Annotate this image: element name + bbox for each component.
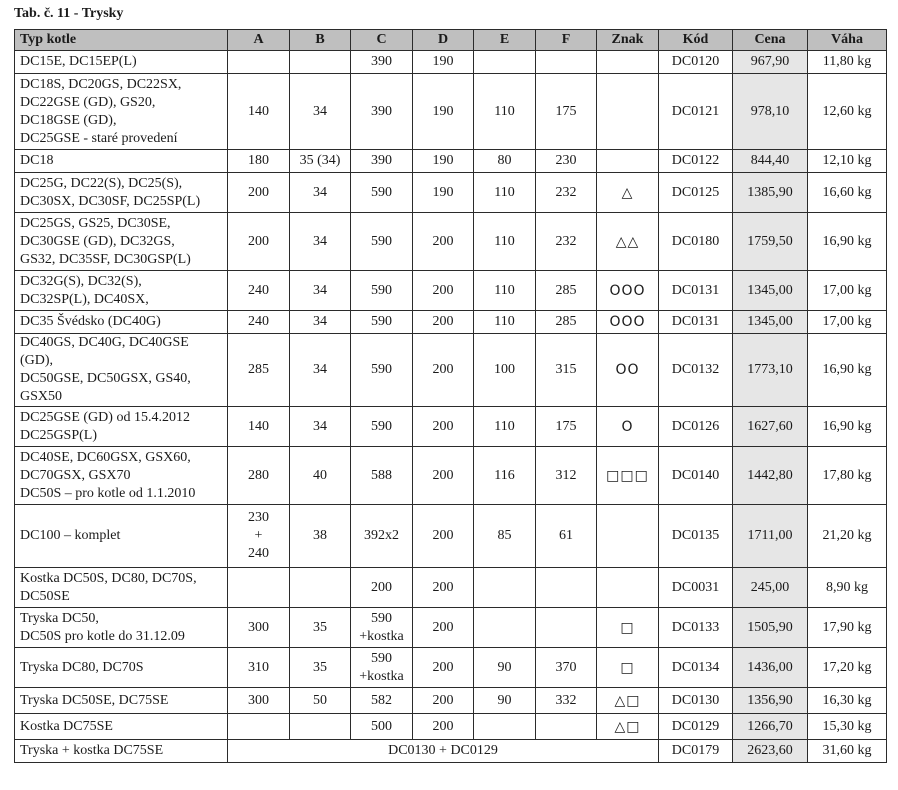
cell-a: 200 xyxy=(228,173,290,213)
cell-d: 190 xyxy=(413,51,474,74)
cell-znak: △△ xyxy=(597,213,659,271)
cell-e: 110 xyxy=(474,311,536,334)
cell-line: GSX50 xyxy=(20,389,63,404)
cell-vaha: 17,00 kg xyxy=(808,311,887,334)
cell-c: 392x2 xyxy=(351,505,413,568)
cell-b: 34 xyxy=(290,213,351,271)
cell-e: 110 xyxy=(474,74,536,150)
cell-line: DC18S, DC20GS, DC22SX, xyxy=(20,76,182,92)
cell-znak: □□□ xyxy=(597,447,659,505)
cell-line: DC70GSX, GSX70 xyxy=(20,467,131,483)
cell-line: + xyxy=(254,528,263,543)
cell-znak: △ xyxy=(597,173,659,213)
cell-vaha: 16,30 kg xyxy=(808,688,887,714)
cell-f: 312 xyxy=(536,447,597,505)
cell-typ-kotle xyxy=(15,688,228,714)
cell-f: 230 xyxy=(536,150,597,173)
cell-d: 200 xyxy=(413,271,474,311)
cell-znak: OO xyxy=(597,334,659,407)
header-d: D xyxy=(413,30,474,51)
cell-cena: 2623,60 xyxy=(733,740,808,763)
cell-znak xyxy=(597,505,659,568)
cell-line: +kostka xyxy=(359,668,404,684)
cell-a: 300 xyxy=(228,608,290,648)
cell-typ-kotle xyxy=(15,213,228,271)
cell-line: DC40SE, DC60GSX, GSX60, xyxy=(20,449,191,465)
cell-e: 110 xyxy=(474,271,536,311)
cell-c: 590 xyxy=(351,173,413,213)
table-row xyxy=(15,51,887,74)
table-row xyxy=(15,608,887,648)
cell-a: 300 xyxy=(228,688,290,714)
cell-vaha: 21,20 kg xyxy=(808,505,887,568)
cell-c: 500 xyxy=(351,714,413,740)
cell-b xyxy=(290,714,351,740)
table-row-combined xyxy=(15,740,887,763)
table-row xyxy=(15,407,887,447)
cell-typ-kotle xyxy=(15,714,228,740)
cell-cena: 1711,00 xyxy=(733,505,808,568)
cell-kod: DC0122 xyxy=(659,150,733,173)
table-row xyxy=(15,334,887,407)
cell-line: DC50SE xyxy=(20,588,70,604)
cell-c: 590 xyxy=(351,213,413,271)
cell-kod: DC0132 xyxy=(659,334,733,407)
cell-cena: 844,40 xyxy=(733,150,808,173)
cell-vaha: 31,60 kg xyxy=(808,740,887,763)
cell-b: 35 xyxy=(290,608,351,648)
cell-line: DC22GSE (GD), GS20, xyxy=(20,94,156,110)
header-kod: Kód xyxy=(659,30,733,51)
cell-typ-kotle xyxy=(15,505,228,568)
cell-a: 240 xyxy=(228,271,290,311)
cell-d: 200 xyxy=(413,568,474,608)
cell-a: 140 xyxy=(228,74,290,150)
cell-cena: 1385,90 xyxy=(733,173,808,213)
cell-cena: 978,10 xyxy=(733,74,808,150)
cell-vaha: 11,80 kg xyxy=(808,51,887,74)
cell-vaha: 17,00 kg xyxy=(808,271,887,311)
cell-e: 90 xyxy=(474,688,536,714)
cell-c: 590 xyxy=(351,271,413,311)
cell-line: DC50S pro kotle do 31.12.09 xyxy=(20,628,185,644)
cell-line: DC100 – komplet xyxy=(20,528,121,543)
cell-e xyxy=(474,608,536,648)
cell-d: 190 xyxy=(413,74,474,150)
cell-b: 34 xyxy=(290,271,351,311)
cell-e: 85 xyxy=(474,505,536,568)
cell-kod: DC0130 xyxy=(659,688,733,714)
cell-f: 175 xyxy=(536,74,597,150)
cell-line: DC35 Švédsko (DC40G) xyxy=(20,314,161,329)
cell-f: 232 xyxy=(536,173,597,213)
table-row xyxy=(15,213,887,271)
cell-e xyxy=(474,51,536,74)
cell-c xyxy=(351,648,413,688)
cell-typ-kotle xyxy=(15,271,228,311)
cell-c: 590 xyxy=(351,311,413,334)
cell-cena: 1759,50 xyxy=(733,213,808,271)
cell-e: 116 xyxy=(474,447,536,505)
cell-cena: 1345,00 xyxy=(733,271,808,311)
cell-kod: DC0120 xyxy=(659,51,733,74)
cell-typ-kotle xyxy=(15,407,228,447)
cell-e: 100 xyxy=(474,334,536,407)
cell-typ-kotle xyxy=(15,608,228,648)
cell-line: DC50GSE, DC50GSX, GS40, xyxy=(20,371,191,386)
cell-line: Tryska DC50, xyxy=(20,610,99,626)
cell-vaha: 16,90 kg xyxy=(808,213,887,271)
cell-cena: 1505,90 xyxy=(733,608,808,648)
cell-znak: O xyxy=(597,407,659,447)
cell-d: 190 xyxy=(413,150,474,173)
cell-d: 200 xyxy=(413,505,474,568)
cell-f xyxy=(536,608,597,648)
table-row xyxy=(15,311,887,334)
cell-line: 590 xyxy=(371,650,392,666)
cell-c: 390 xyxy=(351,150,413,173)
cell-line: DC25G, DC22(S), DC25(S), xyxy=(20,175,183,191)
cell-line: DC25GSP(L) xyxy=(20,427,98,443)
cell-vaha: 17,80 kg xyxy=(808,447,887,505)
cell-cena: 1345,00 xyxy=(733,311,808,334)
cell-vaha: 16,60 kg xyxy=(808,173,887,213)
cell-kod: DC0131 xyxy=(659,311,733,334)
cell-f xyxy=(536,51,597,74)
cell-b: 34 xyxy=(290,173,351,213)
table-row xyxy=(15,688,887,714)
table-row xyxy=(15,714,887,740)
cell-kod: DC0125 xyxy=(659,173,733,213)
cell-typ-kotle xyxy=(15,311,228,334)
cell-kod: DC0031 xyxy=(659,568,733,608)
cell-typ-kotle xyxy=(15,648,228,688)
cell-f xyxy=(536,568,597,608)
cell-cena: 1627,60 xyxy=(733,407,808,447)
cell-znak: OOO xyxy=(597,271,659,311)
cell-znak: OOO xyxy=(597,311,659,334)
cell-e: 90 xyxy=(474,648,536,688)
cell-line: +kostka xyxy=(359,628,404,644)
cell-vaha: 17,90 kg xyxy=(808,608,887,648)
cell-line: 240 xyxy=(248,546,269,561)
cell-d: 200 xyxy=(413,311,474,334)
table-row xyxy=(15,648,887,688)
cell-line: DC50S – pro kotle od 1.1.2010 xyxy=(20,485,196,501)
cell-f xyxy=(536,714,597,740)
cell-d: 200 xyxy=(413,334,474,407)
nozzle-table xyxy=(14,29,887,763)
cell-vaha: 16,90 kg xyxy=(808,334,887,407)
cell-cena: 1266,70 xyxy=(733,714,808,740)
cell-vaha: 16,90 kg xyxy=(808,407,887,447)
cell-d: 200 xyxy=(413,213,474,271)
table-row xyxy=(15,74,887,150)
cell-kod: DC0126 xyxy=(659,407,733,447)
cell-cena: 1442,80 xyxy=(733,447,808,505)
cell-line: 590 xyxy=(371,610,392,626)
header-vaha: Váha xyxy=(808,30,887,51)
cell-e xyxy=(474,714,536,740)
cell-d: 200 xyxy=(413,688,474,714)
cell-line: DC25GSE (GD) od 15.4.2012 xyxy=(20,409,190,425)
cell-b: 34 xyxy=(290,74,351,150)
cell-kod: DC0131 xyxy=(659,271,733,311)
cell-f: 285 xyxy=(536,271,597,311)
cell-line: 230 xyxy=(248,510,269,525)
cell-line: GS32, DC35SF, DC30GSP(L) xyxy=(20,251,191,267)
cell-line: Kostka DC75SE xyxy=(20,718,113,734)
cell-b: 38 xyxy=(290,505,351,568)
cell-cena: 1356,90 xyxy=(733,688,808,714)
cell-f: 232 xyxy=(536,213,597,271)
cell-line: DC32SP(L), DC40SX, xyxy=(20,291,149,307)
cell-line: DC18GSE (GD), xyxy=(20,112,117,128)
cell-c: 588 xyxy=(351,447,413,505)
cell-vaha: 12,10 kg xyxy=(808,150,887,173)
cell-znak: □ xyxy=(597,608,659,648)
cell-vaha: 15,30 kg xyxy=(808,714,887,740)
header-a: A xyxy=(228,30,290,51)
table-row xyxy=(15,173,887,213)
cell-d: 200 xyxy=(413,447,474,505)
cell-typ-kotle: Tryska + kostka DC75SE xyxy=(15,740,228,763)
cell-kod: DC0134 xyxy=(659,648,733,688)
cell-c: 200 xyxy=(351,568,413,608)
cell-kod: DC0179 xyxy=(659,740,733,763)
cell-typ-kotle xyxy=(15,447,228,505)
cell-a: 140 xyxy=(228,407,290,447)
cell-d: 200 xyxy=(413,714,474,740)
cell-c: 590 xyxy=(351,334,413,407)
cell-a: 180 xyxy=(228,150,290,173)
table-row xyxy=(15,447,887,505)
cell-b: 50 xyxy=(290,688,351,714)
cell-typ-kotle xyxy=(15,150,228,173)
cell-typ-kotle xyxy=(15,74,228,150)
cell-f: 61 xyxy=(536,505,597,568)
cell-a: 200 xyxy=(228,213,290,271)
cell-znak: △□ xyxy=(597,688,659,714)
table-title: Tab. č. 11 - Trysky xyxy=(14,6,124,21)
cell-line: DC30SX, DC30SF, DC25SP(L) xyxy=(20,193,201,209)
cell-b: 40 xyxy=(290,447,351,505)
header-e: E xyxy=(474,30,536,51)
cell-vaha: 17,20 kg xyxy=(808,648,887,688)
cell-vaha: 8,90 kg xyxy=(808,568,887,608)
header-cena: Cena xyxy=(733,30,808,51)
header-row xyxy=(15,30,887,51)
cell-e: 110 xyxy=(474,407,536,447)
cell-typ-kotle xyxy=(15,568,228,608)
cell-b: 34 xyxy=(290,334,351,407)
cell-e: 80 xyxy=(474,150,536,173)
cell-line: Tryska DC80, DC70S xyxy=(20,659,144,675)
cell-line: Kostka DC50S, DC80, DC70S, xyxy=(20,570,197,586)
cell-line: DC18 xyxy=(20,153,54,168)
cell-cena: 967,90 xyxy=(733,51,808,74)
cell-a: 310 xyxy=(228,648,290,688)
cell-znak xyxy=(597,51,659,74)
cell-vaha: 12,60 kg xyxy=(808,74,887,150)
cell-b: 35 xyxy=(290,648,351,688)
cell-line: DC25GS, GS25, DC30SE, xyxy=(20,215,171,231)
cell-cena: 245,00 xyxy=(733,568,808,608)
cell-typ-kotle xyxy=(15,173,228,213)
cell-line: DC30GSE (GD), DC32GS, xyxy=(20,233,175,249)
table-row xyxy=(15,271,887,311)
cell-e: 110 xyxy=(474,173,536,213)
cell-a xyxy=(228,51,290,74)
cell-c: 582 xyxy=(351,688,413,714)
cell-b: 35 (34) xyxy=(290,150,351,173)
cell-znak xyxy=(597,568,659,608)
cell-combined-codes: DC0130 + DC0129 xyxy=(228,740,659,763)
cell-b: 34 xyxy=(290,407,351,447)
cell-line: DC25GSE - staré provedení xyxy=(20,130,178,146)
cell-a: 280 xyxy=(228,447,290,505)
cell-b xyxy=(290,568,351,608)
cell-a: 240 xyxy=(228,311,290,334)
cell-a xyxy=(228,568,290,608)
cell-c: 590 xyxy=(351,407,413,447)
cell-f: 285 xyxy=(536,311,597,334)
cell-znak xyxy=(597,74,659,150)
cell-f: 175 xyxy=(536,407,597,447)
table-row xyxy=(15,505,887,568)
cell-c: 390 xyxy=(351,74,413,150)
header-f: F xyxy=(536,30,597,51)
cell-cena: 1436,00 xyxy=(733,648,808,688)
cell-cena: 1773,10 xyxy=(733,334,808,407)
cell-kod: DC0180 xyxy=(659,213,733,271)
cell-c xyxy=(351,608,413,648)
table-row xyxy=(15,568,887,608)
cell-a xyxy=(228,505,290,568)
cell-typ-kotle xyxy=(15,51,228,74)
cell-kod: DC0135 xyxy=(659,505,733,568)
cell-line: DC40GS, DC40G, DC40GSE (GD), xyxy=(20,335,189,368)
cell-b: 34 xyxy=(290,311,351,334)
header-c: C xyxy=(351,30,413,51)
cell-kod: DC0140 xyxy=(659,447,733,505)
cell-a: 285 xyxy=(228,334,290,407)
cell-b xyxy=(290,51,351,74)
cell-e: 110 xyxy=(474,213,536,271)
cell-d: 200 xyxy=(413,407,474,447)
cell-line: Tryska DC50SE, DC75SE xyxy=(20,692,169,708)
table-row xyxy=(15,150,887,173)
cell-d: 200 xyxy=(413,608,474,648)
cell-c: 390 xyxy=(351,51,413,74)
cell-znak: △□ xyxy=(597,714,659,740)
cell-f: 370 xyxy=(536,648,597,688)
cell-d: 190 xyxy=(413,173,474,213)
cell-kod: DC0121 xyxy=(659,74,733,150)
cell-f: 315 xyxy=(536,334,597,407)
cell-a xyxy=(228,714,290,740)
header-b: B xyxy=(290,30,351,51)
cell-e xyxy=(474,568,536,608)
cell-typ-kotle xyxy=(15,334,228,407)
cell-d: 200 xyxy=(413,648,474,688)
cell-znak xyxy=(597,150,659,173)
cell-znak: □ xyxy=(597,648,659,688)
cell-line: DC15E, DC15EP(L) xyxy=(20,54,137,69)
cell-kod: DC0129 xyxy=(659,714,733,740)
header-typ-kotle: Typ kotle xyxy=(15,30,228,51)
header-znak: Znak xyxy=(597,30,659,51)
cell-line: DC32G(S), DC32(S), xyxy=(20,273,142,289)
cell-f: 332 xyxy=(536,688,597,714)
cell-kod: DC0133 xyxy=(659,608,733,648)
